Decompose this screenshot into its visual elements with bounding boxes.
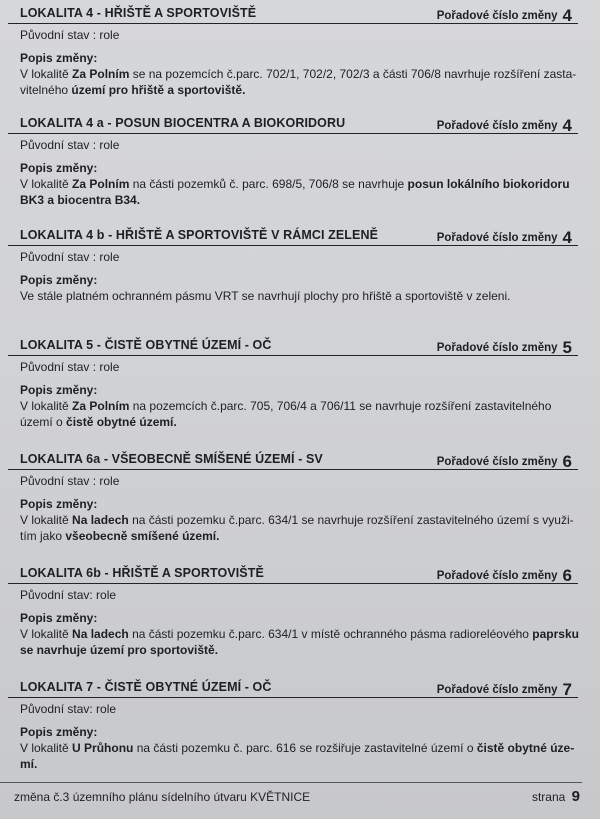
header-rule [8,469,578,470]
footer-page [532,788,580,805]
change-label: Pořadové číslo změny [436,456,558,468]
bold-text: Na ladech [72,513,129,527]
change-description-label: Popis změny: [20,611,98,625]
change-number: 4 [562,116,572,135]
original-state: Původní stav: role [20,702,117,716]
text: tím jako [20,529,66,543]
change-number: 4 [562,6,572,25]
change-label: Pořadové číslo změny [436,684,558,696]
footer-title: změna č.3 územního plánu sídelního útvaru KVĚTNICE [14,790,311,804]
text: na pozemcích č.parc. 705, 706/4 a 706/11 se navrhuje rozšíření zastavitelného [129,399,552,413]
lokalita-section [8,116,578,208]
text: Ve stále platném ochranném pásmu VRT se navrhují plochy pro hřiště a sportoviště v zeleni. [20,289,511,303]
change-description-label: Popis změny: [20,161,98,175]
bold-text: posun lokálního biokoridoru [407,177,570,191]
header-rule [8,23,578,24]
section-title: LOKALITA 6a - VŠEOBECNĚ SMÍŠENÉ ÚZEMÍ - SV [20,452,323,466]
change-description-label: Popis změny: [20,725,98,739]
description-line [20,414,580,430]
bold-text: čistě obytné úze- [476,741,575,755]
section-title: LOKALITA 6b - HŘIŠTĚ A SPORTOVIŠTĚ [20,566,264,580]
description-line [20,176,580,192]
text: území o [20,415,67,429]
lokalita-section [8,338,578,430]
change-number: 6 [562,566,572,585]
header-rule [8,245,578,246]
change-description-label: Popis změny: [20,497,98,511]
text: na části pozemku č. parc. 616 se rozšiřuje zastavitelné území o [133,741,477,755]
change-description [20,398,580,430]
description-line [20,626,580,642]
text: vitelného [20,83,72,97]
text: V lokalitě [20,67,73,81]
bold-text: U Průhonu [72,741,134,755]
original-state: Původní stav: role [20,588,117,602]
lokalita-section [8,680,578,772]
text: V lokalitě [20,513,73,527]
bold-text: Za Polním [72,177,130,191]
section-title: LOKALITA 5 - ČISTĚ OBYTNÉ ÚZEMÍ - OČ [20,338,272,352]
description-line [20,756,580,772]
text: na části pozemku č.parc. 634/1 v místě ochranného pásma radioreléového [128,627,533,641]
bold-text: všeobecně smíšené území. [65,529,220,543]
section-title: LOKALITA 4 - HŘIŠTĚ A SPORTOVIŠTĚ [20,6,257,20]
section-header [8,566,578,584]
header-rule [8,697,578,698]
change-number: 6 [562,452,572,471]
description-line [20,82,580,98]
change-label: Pořadové číslo změny [436,120,558,132]
text: na části pozemku č.parc. 634/1 se navrhuje rozšíření zastavitelného území s využi- [128,513,574,527]
change-number: 5 [562,338,572,357]
section-header [8,452,578,470]
original-state: Původní stav : role [20,250,120,264]
section-header [8,116,578,134]
footer-rule [0,782,582,783]
description-line [20,528,580,544]
bold-text: se navrhuje území pro sportoviště. [20,643,219,657]
section-header [8,228,578,246]
description-line [20,642,580,658]
header-rule [8,583,578,584]
lokalita-section [8,6,578,98]
change-description [20,740,580,772]
description-line [20,66,580,82]
change-description [20,288,580,304]
change-label: Pořadové číslo změny [436,570,558,582]
lokalita-section [8,566,578,658]
text: V lokalitě [20,399,73,413]
bold-text: paprsku [532,627,579,641]
description-line [20,288,580,304]
description-line [20,192,580,208]
section-title: LOKALITA 4 b - HŘIŠTĚ A SPORTOVIŠTĚ V RÁMCI ZELENĚ [20,228,379,242]
bold-text: BK3 a biocentra B34. [20,193,141,207]
section-title: LOKALITA 7 - ČISTĚ OBYTNÉ ÚZEMÍ - OČ [20,680,272,694]
original-state: Původní stav : role [20,28,120,42]
lokalita-section [8,228,578,304]
text: V lokalitě [20,741,73,755]
change-description [20,626,580,658]
change-description-label: Popis změny: [20,273,98,287]
description-line [20,398,580,414]
header-rule [8,355,578,356]
description-line [20,512,580,528]
bold-text: mí. [20,757,38,771]
change-label: Pořadové číslo změny [436,342,558,354]
change-description [20,512,580,544]
bold-text: území pro hřiště a sportoviště. [71,83,246,97]
text: V lokalitě [20,177,73,191]
original-state: Původní stav : role [20,474,120,488]
original-state: Původní stav : role [20,138,120,152]
page-label: strana [531,790,566,804]
page-number: 9 [571,788,580,805]
section-header [8,6,578,24]
section-header [8,338,578,356]
description-line [20,740,580,756]
change-description [20,66,580,98]
header-rule [8,133,578,134]
bold-text: Za Polním [72,67,130,81]
change-label: Pořadové číslo změny [436,10,558,22]
bold-text: Za Polním [72,399,130,413]
change-label: Pořadové číslo změny [436,232,558,244]
bold-text: Na ladech [72,627,129,641]
text: V lokalitě [20,627,73,641]
change-description [20,176,580,208]
section-header [8,680,578,698]
change-number: 7 [562,680,572,699]
original-state: Původní stav : role [20,360,120,374]
bold-text: čistě obytné území. [66,415,177,429]
change-description-label: Popis změny: [20,51,98,65]
change-number: 4 [562,228,572,247]
section-title: LOKALITA 4 a - POSUN BIOCENTRA A BIOKORIDORU [20,116,346,130]
lokalita-section [8,452,578,544]
text: na části pozemků č. parc. 698/5, 706/8 se navrhuje [129,177,408,191]
change-description-label: Popis změny: [20,383,98,397]
text: se na pozemcích č.parc. 702/1, 702/2, 702/3 a části 706/8 navrhuje rozšíření zasta- [129,67,577,81]
